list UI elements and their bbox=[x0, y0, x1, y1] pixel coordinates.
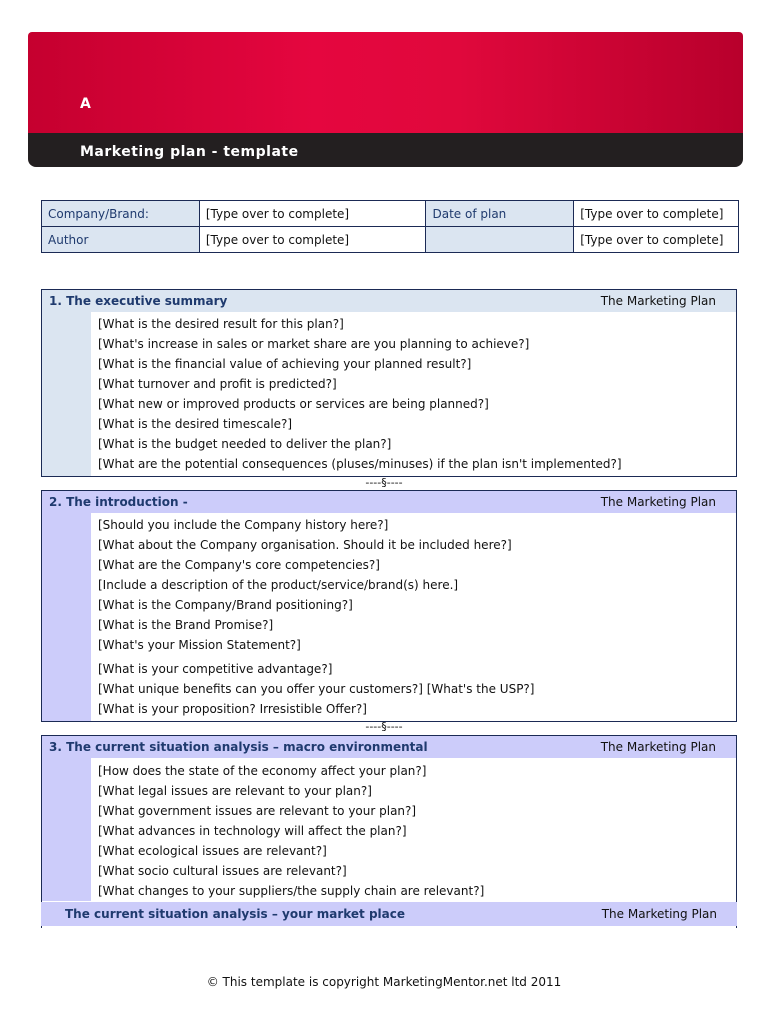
info-table bbox=[41, 200, 739, 253]
copyright-footer: © This template is copyright MarketingMentor.net ltd 2011 bbox=[206, 975, 562, 989]
section-header bbox=[42, 736, 736, 758]
section-right-label: The Marketing Plan bbox=[600, 294, 716, 308]
question-line[interactable]: [What is the Company/Brand positioning?] bbox=[98, 598, 353, 612]
question-line[interactable]: [What is the desired result for this plan?] bbox=[98, 317, 344, 331]
question-line[interactable]: [Should you include the Company history here?] bbox=[98, 518, 389, 532]
question-line[interactable]: [What is the desired timescale?] bbox=[98, 417, 293, 431]
subsection-market-place bbox=[41, 902, 737, 926]
question-line[interactable]: [What advances in technology will affect the plan?] bbox=[98, 824, 407, 838]
question-line[interactable]: [What's your Mission Statement?] bbox=[98, 638, 301, 652]
question-line[interactable]: [What new or improved products or services are being planned?] bbox=[98, 397, 489, 411]
question-line[interactable]: [What unique benefits can you offer your customers?] [What's the USP?] bbox=[98, 682, 535, 696]
document-title: Marketing plan - template bbox=[80, 144, 299, 160]
subsection-right-label: The Marketing Plan bbox=[601, 907, 717, 921]
section-stripe bbox=[42, 758, 91, 901]
question-line[interactable]: [What is your competitive advantage?] bbox=[98, 662, 333, 676]
info-row-1 bbox=[42, 201, 739, 227]
subsection-title: The current situation analysis – your market place bbox=[65, 907, 405, 921]
question-line[interactable]: [What legal issues are relevant to your plan?] bbox=[98, 784, 372, 798]
question-line[interactable]: [What is the budget needed to deliver the plan?] bbox=[98, 437, 392, 451]
second-date-field[interactable]: [Type over to complete] bbox=[574, 227, 739, 253]
section-body bbox=[42, 312, 736, 476]
section-header bbox=[42, 491, 736, 513]
section-executive-summary bbox=[41, 289, 737, 477]
question-line[interactable]: [What are the potential consequences (pluses/minuses) if the plan isn't implemented?] bbox=[98, 457, 622, 471]
question-line[interactable]: [What turnover and profit is predicted?] bbox=[98, 377, 337, 391]
date-of-plan-field[interactable]: [Type over to complete] bbox=[574, 201, 739, 227]
section-stripe bbox=[42, 513, 91, 721]
question-line[interactable]: [What ecological issues are relevant?] bbox=[98, 844, 327, 858]
section-header bbox=[42, 290, 736, 312]
question-line[interactable]: [What is your proposition? Irresistible Offer?] bbox=[98, 702, 367, 716]
section-title: 1. The executive summary bbox=[49, 294, 228, 308]
company-brand-field[interactable]: [Type over to complete] bbox=[199, 201, 426, 227]
section-title: 3. The current situation analysis – macro environmental bbox=[49, 740, 428, 754]
header-letter: A bbox=[80, 96, 91, 112]
section-macro-environmental bbox=[41, 735, 737, 928]
question-line[interactable]: [What socio cultural issues are relevant?] bbox=[98, 864, 347, 878]
title-bar bbox=[28, 133, 743, 167]
question-line[interactable]: [What government issues are relevant to your plan?] bbox=[98, 804, 417, 818]
section-body bbox=[42, 513, 736, 721]
section-separator: ----§---- bbox=[365, 720, 403, 733]
question-line[interactable]: [How does the state of the economy affect your plan?] bbox=[98, 764, 427, 778]
question-line[interactable]: [What's increase in sales or market share are you planning to achieve?] bbox=[98, 337, 530, 351]
info-row-2 bbox=[42, 227, 739, 253]
section-separator: ----§---- bbox=[365, 476, 403, 489]
section-introduction bbox=[41, 490, 737, 722]
section-right-label: The Marketing Plan bbox=[600, 740, 716, 754]
section-title: 2. The introduction - bbox=[49, 495, 188, 509]
company-brand-label: Company/Brand: bbox=[42, 201, 200, 227]
date-of-plan-label: Date of plan bbox=[426, 201, 574, 227]
author-label: Author bbox=[42, 227, 200, 253]
question-line[interactable]: [What changes to your suppliers/the supply chain are relevant?] bbox=[98, 884, 485, 898]
question-line[interactable]: [What is the Brand Promise?] bbox=[98, 618, 274, 632]
question-line[interactable]: [What about the Company organisation. Should it be included here?] bbox=[98, 538, 512, 552]
author-field[interactable]: [Type over to complete] bbox=[199, 227, 426, 253]
section-stripe bbox=[42, 312, 91, 476]
empty-label-cell bbox=[426, 227, 574, 253]
question-line[interactable]: [What are the Company's core competencies?] bbox=[98, 558, 380, 572]
question-line[interactable]: [What is the financial value of achieving your planned result?] bbox=[98, 357, 472, 371]
section-body bbox=[42, 758, 736, 901]
question-line[interactable]: [Include a description of the product/service/brand(s) here.] bbox=[98, 578, 459, 592]
section-right-label: The Marketing Plan bbox=[600, 495, 716, 509]
header-banner bbox=[28, 32, 743, 133]
